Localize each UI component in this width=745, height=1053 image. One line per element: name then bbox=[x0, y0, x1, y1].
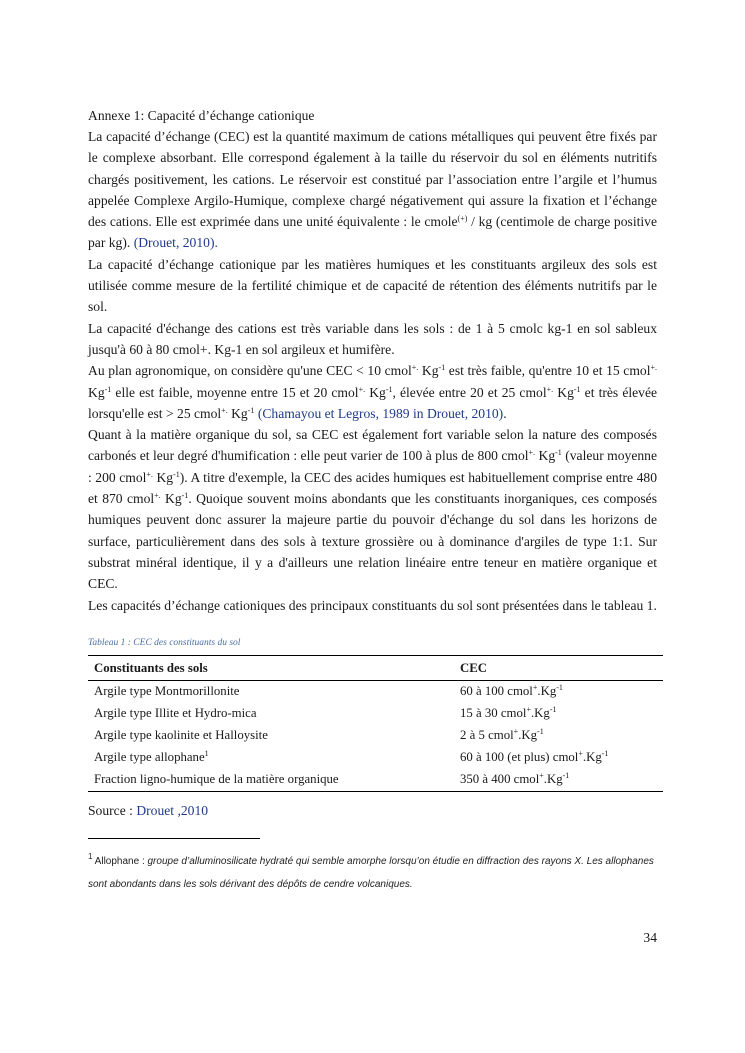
footnote-ref[interactable]: 1 bbox=[204, 748, 209, 758]
section-heading: Annexe 1: Capacité d’échange cationique bbox=[88, 108, 315, 123]
table-cell-cec: 15 à 30 $cmol^+.Kg^{-1}$ bbox=[460, 704, 557, 720]
table-cell-cec: 2 à 5 $cmol^+.Kg^{-1}$ bbox=[460, 726, 544, 742]
paragraph-organic-matter: Quant à la matière organique du sol, sa CEC est également fort variable selon la nature des composés carbonés et leur degré d'humification : elle peut varier de 100 à plus de 800 cmol+. $Kg^{-1}$ (valeur moyenne : 200 cmol+. $Kg^{-1}$). A titre d'exemple, la CEC des acides humiques est habituellement comprise entre 480 et 870 cmol+. $Kg^{-1}$. Quoique souvent moins abondants que les constituants inorganiques, ces composés humiques peuvent donc assurer la majeure partie du pouvoir d'échange du sol dans les horizons de surface, particulièrement dans des sols à texture grossière ou à dominance d'argiles de type 1:1. Sur substrat minéral identique, il y a d'ailleurs une relation linéaire entre teneur en matière organique et CEC. bbox=[88, 427, 657, 592]
paragraph-cec-definition: La capacité d’échange (CEC) est la quantité maximum de cations métalliques qui peuvent être fixés par le complexe absorbant. Elle correspond également à la taille du réservoir du sol en éléments nutritifs chargés positivement, les cations. Le réservoir est constitué par l’association entre l’argile et l’humus appelée Complexe Argilo-Humique, complexe chargé négativement qui assure la fixation et l’échange des cations. Elle est exprimée dans une unité équivalente : le cmole(+) / kg (centimole de charge positive par kg). (Drouet, 2010). bbox=[88, 129, 657, 251]
footnote: $^1$ Allophane : groupe d’alluminosilicate hydraté qui semble amorphe lorsqu’on étudie en diffraction des rayons X. Les allophanes sont abondants dans les sols dérivant des dépôts de cendre volcaniques. bbox=[88, 851, 654, 890]
table-source: Source : Drouet ,2010 bbox=[88, 802, 209, 818]
citation-link[interactable]: Drouet ,2010 bbox=[136, 802, 209, 818]
page-content bbox=[88, 106, 657, 896]
table-header-row bbox=[88, 655, 663, 680]
table-row bbox=[88, 769, 663, 792]
table-cell-cec: 60 à 100 $cmol^+.Kg^{-1}$ bbox=[460, 682, 563, 698]
cec-table bbox=[88, 655, 663, 792]
table-cell-name: Argile type kaolinite et Halloysite bbox=[94, 727, 268, 742]
table-cell-cec: 350 à 400 $cmol^+.Kg^{-1}$ bbox=[460, 770, 570, 786]
table-cell-name: Argile type Montmorillonite bbox=[94, 683, 240, 698]
table-cell-cec: 60 à 100 (et plus) $cmol^+.Kg^{-1}$ bbox=[460, 748, 609, 764]
citation-link[interactable]: (Chamayou et Legros, 1989 in Drouet, 2010) bbox=[257, 405, 504, 421]
table-cell-name: Fraction ligno-humique de la matière organique bbox=[94, 771, 339, 786]
page-number: 34 bbox=[643, 930, 657, 945]
header-constituants: Constituants des sols bbox=[94, 660, 208, 675]
table-row bbox=[88, 725, 663, 747]
table-row bbox=[88, 747, 663, 769]
paragraph-cec-variability: La capacité d'échange des cations est très variable dans les sols : de 1 à 5 cmolc kg-1 en sol sableux jusqu'à 60 à 80 cmol+. Kg-1 en sol argileux et humifère. bbox=[88, 320, 657, 357]
header-cec: CEC bbox=[460, 660, 488, 675]
table-row bbox=[88, 703, 663, 725]
paragraph-agronomic: Au plan agronomique, on considère qu'une CEC < 10 cmol+. $Kg^{-1}$ est très faible, qu'entre 10 et 15 cmol+. $Kg^{-1}$ elle est faible, moyenne entre 15 et 20 cmol+. $Kg^{-1}$, élevée entre 20 et 25 cmol+. $Kg^{-1}$ et très élevée lorsqu'elle est > 25 cmol+. $Kg^{-1}$ (Chamayou et Legros, 1989 in Drouet, 2010). bbox=[88, 363, 658, 421]
table-row bbox=[88, 680, 663, 703]
table-cell-name: Argile type allophane$^1$ bbox=[94, 748, 209, 764]
table-cell-name: Argile type Illite et Hydro-mica bbox=[94, 705, 257, 720]
footnote-divider bbox=[88, 838, 260, 839]
paragraph-table-intro: Les capacités d’échange cationiques des principaux constituants du sol sont présentées dans le tableau 1. bbox=[88, 597, 657, 613]
paragraph-cec-fertility: La capacité d’échange cationique par les matières humiques et les constituants argileux des sols est utilisée comme mesure de la fertilité chimique et de capacité de rétention des éléments nutritifs par le sol. bbox=[88, 256, 657, 315]
table-caption: Tableau 1 : CEC des constituants du sol bbox=[88, 637, 241, 648]
citation-link[interactable]: (Drouet, 2010). bbox=[133, 235, 218, 251]
